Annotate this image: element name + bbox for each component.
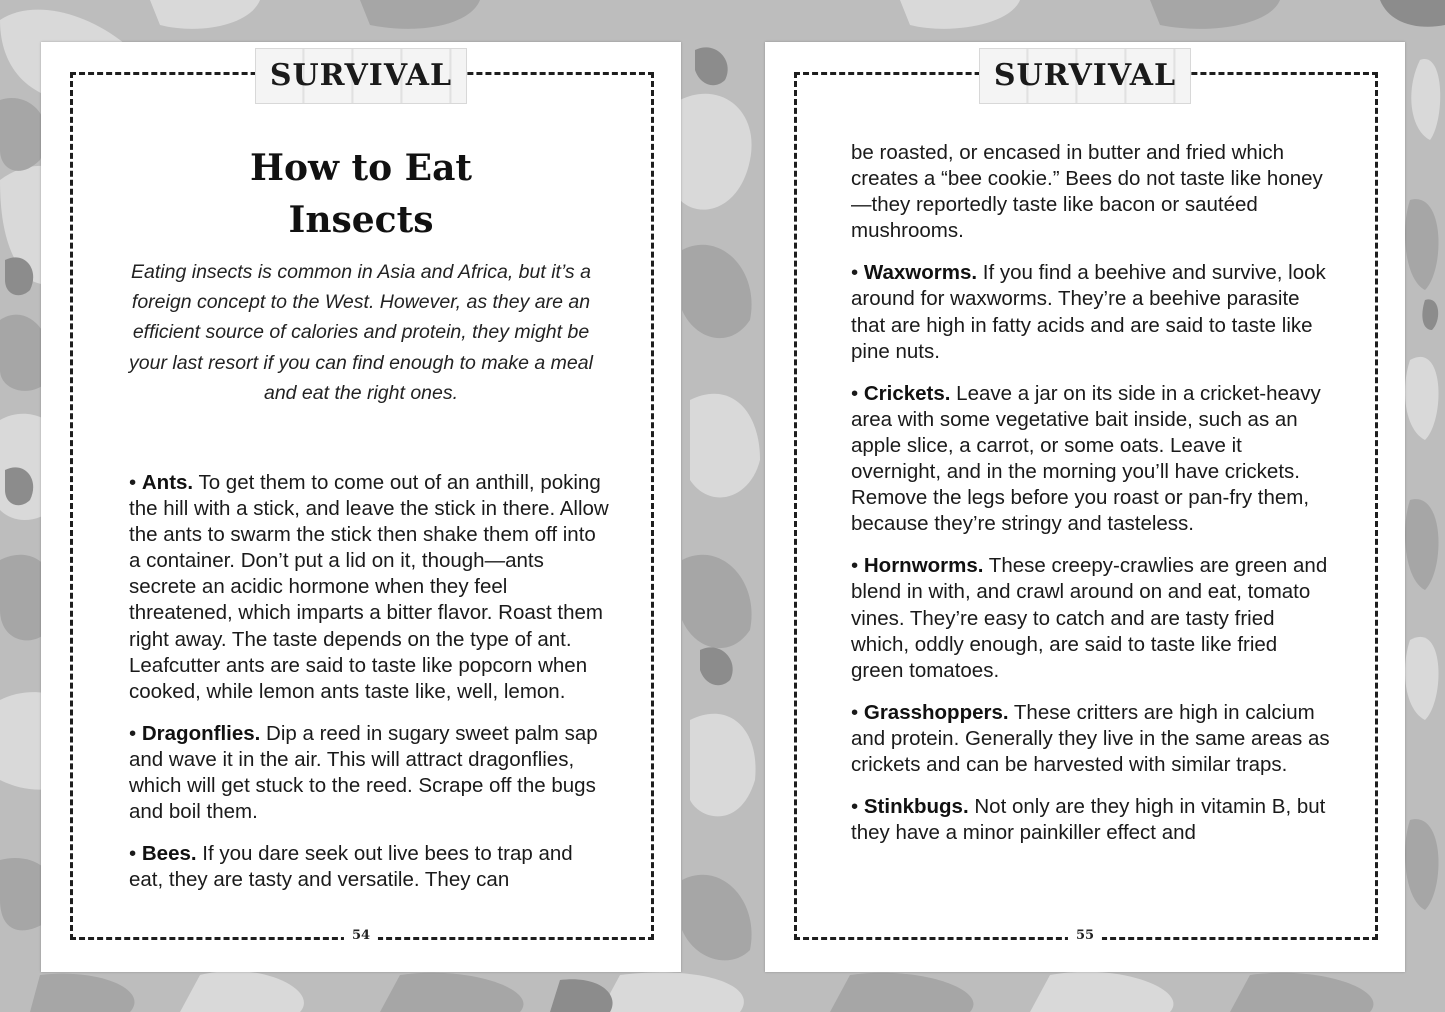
list-item-ants: • Ants. To get them to come out of an anthill, poking the hill with a stick, and leave the stick in there. Allow the ants to swarm the stick then shake them off into a container. Don’t put a lid on it, though—ants secrete an acidic hormone when they feel threatened, which imparts a bitter flavor. Roast them right away. The taste depends on the type of ant. Leafcutter ants are said to taste like popcorn when cooked, while lemon ants taste like, well, lemon. [129, 471, 609, 703]
page-number: 55 [1068, 928, 1102, 943]
entry-text: To get them to come out of an anthill, poking the hill with a stick, and leave the stick in there. Allow the ants to swarm the stick then shake them off into a container. Don’t put a lid on it, though—ants secrete an acidic hormone when they feel threatened, which imparts a bitter flavor. Roast them right away. The taste depends on the type of ant. Leafcutter ants are said to taste like popcorn when cooked, while lemon ants taste like, well, lemon. [129, 471, 609, 703]
list-item-dragonflies: • Dragonflies. Dip a reed in sugary sweet palm sap and wave it in the air. This will attract dragonflies, which will get stuck to the reed. Scrape off the bugs and boil them. [129, 721, 598, 824]
entry-term: Hornworms. [863, 554, 984, 578]
page-number: 54 [344, 928, 378, 943]
page-title [101, 142, 621, 246]
insect-list-left [129, 470, 609, 909]
list-item-hornworms: • Hornworms. These creepy-crawlies are green and blend in with, and crawl around on and eat, tomato vines. They’re easy to catch and are tasty fried which, oddly enough, are said to taste like fried green tomatoes. [851, 554, 1328, 682]
list-item-crickets: • Crickets. Leave a jar on its side in a cricket-heavy area with some vegetative bait inside, such as an apple slice, a carrot, or some oats. Leave it overnight, and in the morning you’ll have crickets. Remove the legs before you roast or pan-fry them, because they’re stringy and tasteless. [851, 381, 1321, 536]
insect-list-right [851, 140, 1331, 862]
entry-term: Dragonflies. [141, 721, 261, 745]
title-line-1: How to Eat [249, 147, 473, 189]
entry-text: Not only are they high in vitamin B, but they have a minor painkiller effect and [851, 795, 1326, 845]
title-line-2: Insects [288, 199, 434, 241]
survival-banner [255, 48, 467, 104]
list-item-stinkbugs: • Stinkbugs. Not only are they high in vitamin B, but they have a minor painkiller effect and [851, 795, 1326, 845]
entry-term: Bees. [141, 842, 197, 866]
list-item-grasshoppers: • Grasshoppers. These critters are high in calcium and protein. Generally they live in the same areas as crickets and can be harvested with similar traps. [851, 700, 1330, 776]
entry-term: Crickets. [863, 381, 951, 405]
entry-term: Stinkbugs. [863, 795, 969, 819]
intro-paragraph: Eating insects is common in Asia and Africa, but it’s a foreign concept to the West. However, as they are an efficient source of calories and protein, they might be your last resort if you can find enough to make a meal and eat the right ones. [129, 261, 593, 404]
entry-text: These critters are high in calcium and protein. Generally they live in the same areas as crickets and can be harvested with similar traps. [851, 700, 1330, 776]
bees-continuation: be roasted, or encased in butter and fried which creates a “bee cookie.” Bees do not taste like honey—they reportedly taste like bacon or sautéed mushrooms. [851, 141, 1323, 243]
entry-term: Waxworms. [863, 261, 978, 285]
left-page [41, 42, 681, 972]
survival-banner [979, 48, 1191, 104]
entry-term: Ants. [141, 471, 194, 494]
entry-text: Leave a jar on its side in a cricket-heavy area with some vegetative bait inside, such as an apple slice, a carrot, or some oats. Leave it overnight, and in the morning you’ll have crickets. Remove the legs before you roast or pan-fry them, because they’re stringy and tasteless. [851, 381, 1321, 536]
banner-label: SURVIVAL [269, 58, 453, 93]
entry-text: These creepy-crawlies are green and blend in with, and crawl around on and eat, tomato vines. They’re easy to catch and are tasty fried which, oddly enough, are said to taste like fried green tomatoes. [851, 554, 1328, 682]
entry-text: If you dare seek out live bees to trap and eat, they are tasty and versatile. They can [129, 842, 573, 892]
banner-label: SURVIVAL [993, 58, 1177, 93]
entry-text: If you find a beehive and survive, look around for waxworms. They’re a beehive parasite that are high in fatty acids and are said to taste like pine nuts. [851, 261, 1326, 363]
right-page [765, 42, 1405, 972]
list-item-waxworms: • Waxworms. If you find a beehive and survive, look around for waxworms. They’re a beehive parasite that are high in fatty acids and are said to taste like pine nuts. [851, 261, 1326, 363]
list-item-bees: • Bees. If you dare seek out live bees to trap and eat, they are tasty and versatile. They can [129, 842, 573, 892]
entry-term: Grasshoppers. [863, 700, 1009, 724]
entry-text: Dip a reed in sugary sweet palm sap and wave it in the air. This will attract dragonflies, which will get stuck to the reed. Scrape off the bugs and boil them. [129, 721, 598, 824]
